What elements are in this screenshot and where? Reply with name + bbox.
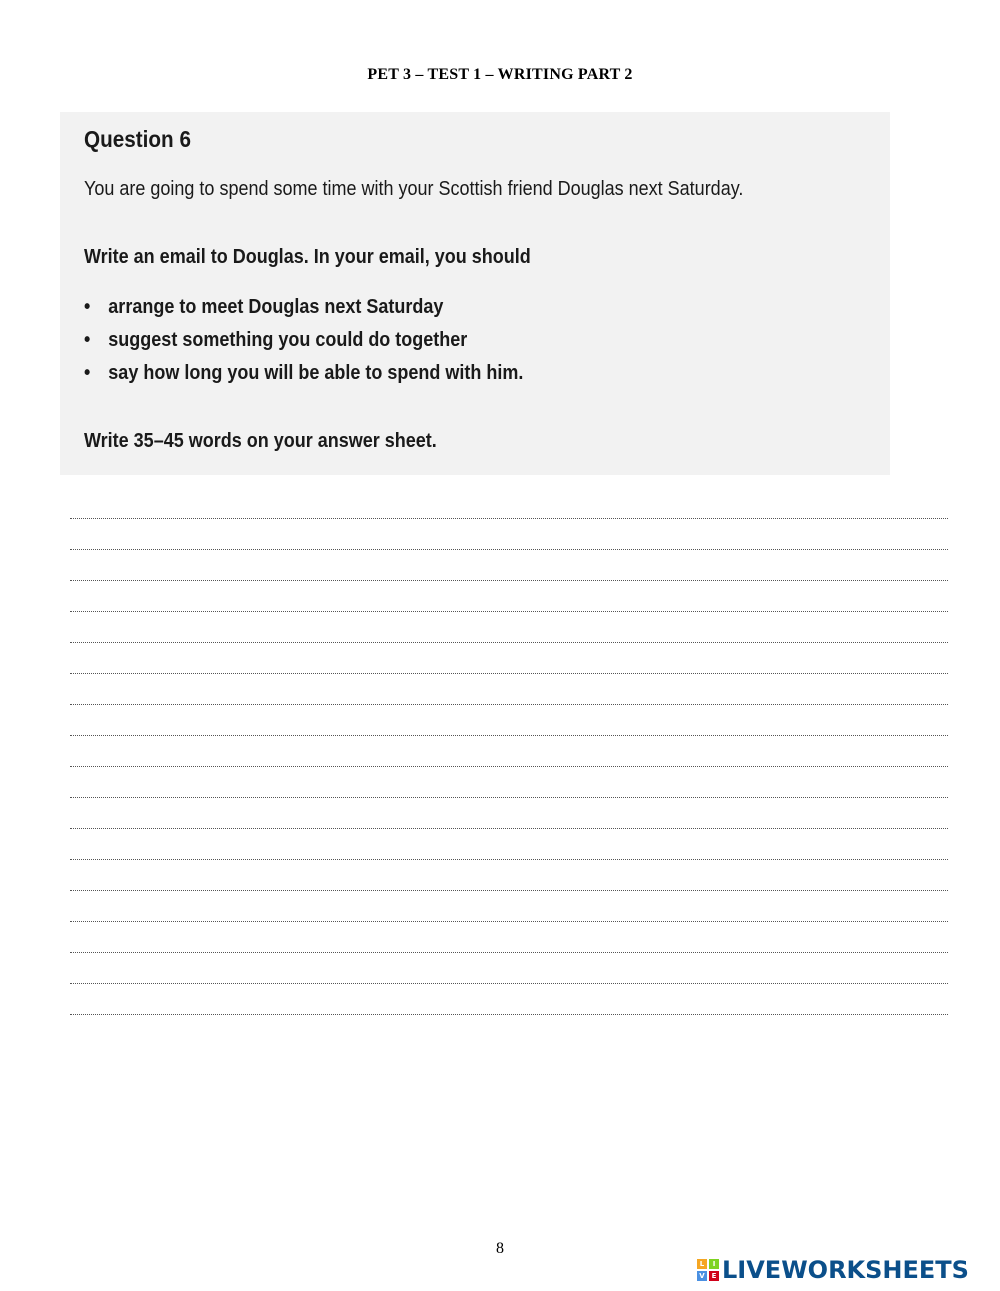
bullet-item: [84, 362, 523, 395]
answer-line[interactable]: [70, 779, 948, 810]
answer-line[interactable]: [70, 810, 948, 841]
liveworksheets-mark-icon: [697, 1259, 719, 1281]
answer-line[interactable]: [70, 655, 948, 686]
bullet-icon: •: [84, 329, 91, 351]
bullet-item: [84, 296, 523, 329]
bullet-text: say how long you will be able to spend with him.: [108, 362, 524, 384]
question-heading: Question 6: [84, 126, 191, 152]
bullet-text: arrange to meet Douglas next Saturday: [108, 296, 444, 318]
answer-line[interactable]: [70, 934, 948, 965]
answer-line[interactable]: [70, 531, 948, 562]
logo-tile: V: [697, 1271, 707, 1281]
answer-line[interactable]: [70, 872, 948, 903]
word-count-instruction: Write 35–45 words on your answer sheet.: [84, 430, 437, 452]
logo-tile: I: [709, 1259, 719, 1269]
page-title: PET 3 – TEST 1 – WRITING PART 2: [367, 66, 633, 83]
bullet-text: suggest something you could do together: [108, 329, 468, 351]
bullet-icon: •: [84, 362, 91, 384]
answer-line[interactable]: [70, 562, 948, 593]
bullet-item: [84, 329, 523, 362]
liveworksheets-logo: [697, 1255, 969, 1285]
answer-line[interactable]: [70, 686, 948, 717]
liveworksheets-brand: LIVEWORKSHEETS: [722, 1256, 969, 1284]
answer-line[interactable]: [70, 717, 948, 748]
answer-line[interactable]: [70, 903, 948, 934]
bullet-icon: •: [84, 296, 91, 318]
answer-line[interactable]: [70, 500, 948, 531]
answer-line[interactable]: [70, 593, 948, 624]
answer-line[interactable]: [70, 996, 948, 1027]
logo-tile: L: [697, 1259, 707, 1269]
logo-tile: E: [709, 1271, 719, 1281]
question-bullet-list: [84, 296, 523, 395]
answer-line[interactable]: [70, 965, 948, 996]
page-number: 8: [496, 1240, 504, 1257]
question-intro: You are going to spend some time with your Scottish friend Douglas next Saturday.: [84, 178, 744, 200]
answer-line[interactable]: [70, 841, 948, 872]
question-box: [60, 112, 890, 475]
answer-lines[interactable]: [70, 500, 948, 1027]
question-instruction: Write an email to Douglas. In your email, you should: [84, 246, 531, 268]
answer-line[interactable]: [70, 624, 948, 655]
answer-line[interactable]: [70, 748, 948, 779]
